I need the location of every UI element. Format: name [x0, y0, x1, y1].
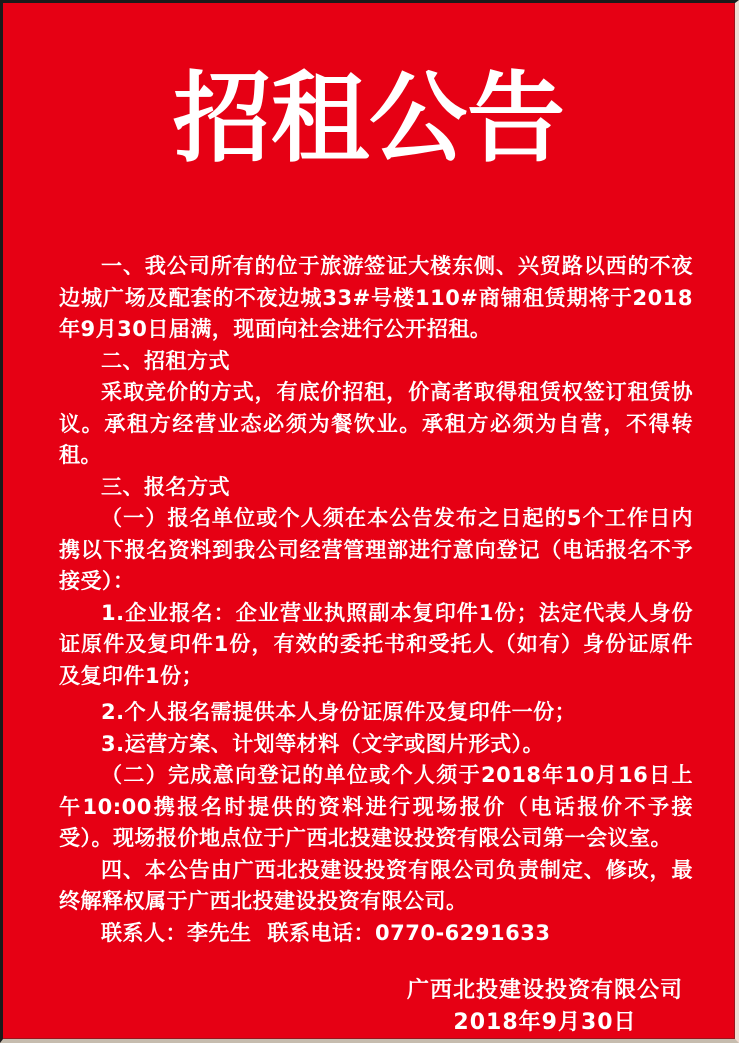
poster-title: 招租公告 [172, 61, 565, 176]
section-heading-rental-method: 二、招租方式 [101, 348, 230, 373]
contact-line [59, 918, 693, 950]
contact-phone-label: 联系电话： [267, 920, 375, 945]
contact-phone-number: 0770-6291633 [375, 920, 551, 945]
paragraph-individual-registration: 2.个人报名需提供本人身份证原件及复印件一份； [101, 700, 577, 724]
paragraph-rental-method: 采取竞价的方式，有底价招租，价高者取得租赁权签订租赁协议。承租方经营业态必须为餐饮业。承租方必须为自营，不得转租。 [59, 380, 693, 467]
signature-company: 广西北投建设投资有限公司 [406, 978, 683, 1003]
paragraph-bidding: （二）完成意向登记的单位或个人须于2018年10月16日上午10:00携报名时提供的资料进行现场报价（电话报价不予接受）。现场报价地点位于广西北投建设投资有限公司第一会议室。 [59, 763, 693, 850]
signature-date: 2018年9月30日 [453, 1010, 637, 1035]
paragraph-interpretation-rights: 四、本公告由广西北投建设投资有限公司负责制定、修改，最终解释权属于广西北投建设投资有限公司。 [59, 857, 693, 913]
paragraph-company-registration: 1.企业报名：企业营业执照副本复印件1份；法定代表人身份证原件及复印件1份，有效的委托书和受托人（如有）身份证原件及复印件1份； [59, 600, 693, 688]
paragraph-registration-intro: （一）报名单位或个人须在本公告发布之日起的5个工作日内携以下报名资料到我公司经营管理部进行意向登记（电话报名不予接受）： [59, 506, 693, 593]
announcement-body [59, 251, 693, 949]
signature-block [407, 975, 683, 1039]
paragraph-intro: 一、我公司所有的位于旅游签证大楼东侧、兴贸路以西的不夜边城广场及配套的不夜边城33#号楼110#商铺租赁期将于2018年9月30日届满，现面向社会进行公开招租。 [59, 254, 693, 341]
section-heading-registration: 三、报名方式 [101, 474, 230, 499]
paragraph-materials: 3.运营方案、计划等材料（文字或图片形式）。 [101, 731, 545, 756]
contact-person-label: 联系人： [101, 920, 187, 945]
contact-person-name: 李先生 [187, 920, 252, 945]
